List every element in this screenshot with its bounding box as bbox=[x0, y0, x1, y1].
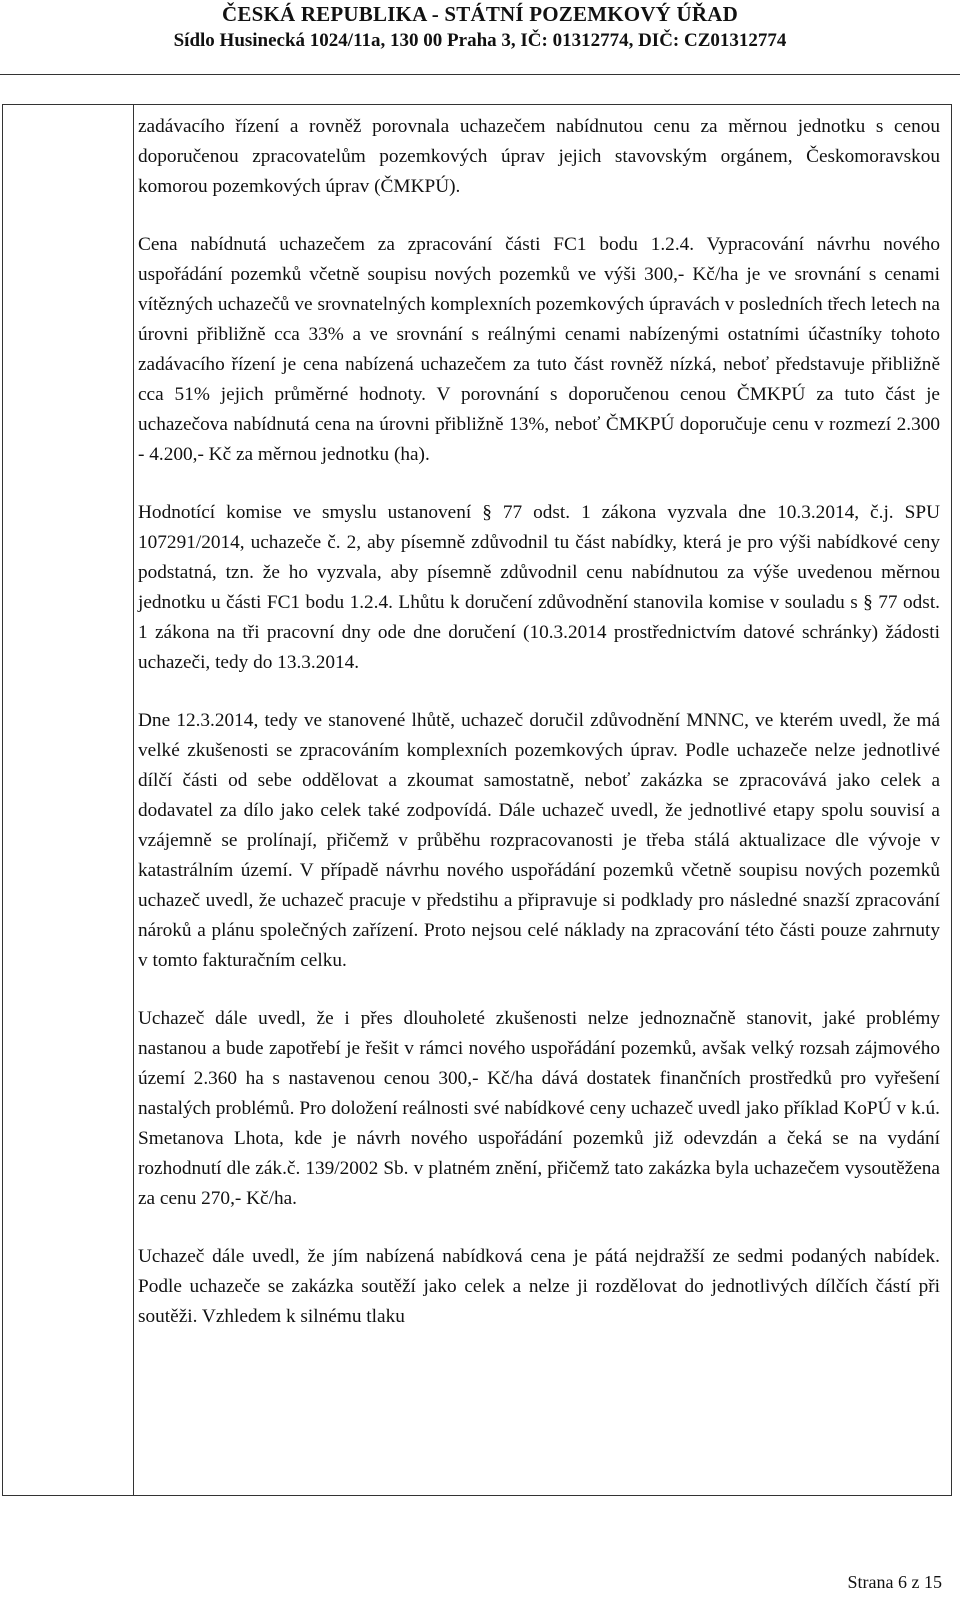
header-title: ČESKÁ REPUBLIKA - STÁTNÍ POZEMKOVÝ ÚŘAD bbox=[222, 2, 738, 26]
paragraph-2: Cena nabídnutá uchazečem za zpracování části FC1 bodu 1.2.4. Vypracování návrhu nového uspořádání pozemků včetně soupisu nových pozemků ve výši 300,- Kč/ha je ve srovnání s cenami vítězných uchazečů ve srovnatelných komplexních pozemkových úpravách v posledních třech letech na úrovni přibližně cca 33% a ve srovnání s reálnými cenami nabízenými ostatními účastníky tohoto zadávacího řízení je cena nabízená uchazečem za tuto část rovněž nízká, neboť představuje přibližně cca 51% jejich průměrné hodnoty. V porovnání s doporučenou cenou ČMKPÚ za tuto část je uchazečova nabídnutá cena na úrovni přibližně 13%, neboť ČMKPÚ doporučuje cenu v rozmezí 2.300 - 4.200,- Kč za měrnou jednotku (ha). bbox=[138, 234, 940, 465]
paragraph-6: Uchazeč dále uvedl, že jím nabízená nabídková cena je pátá nejdražší ze sedmi podaných nabídek. Podle uchazeče se zakázka soutěží jako celek a nelze ji rozdělovat do jednotlivých dílčích částí při soutěži. Vzhledem k silnému tlaku bbox=[138, 1246, 940, 1327]
header-divider bbox=[0, 74, 960, 75]
document-body bbox=[138, 112, 940, 1332]
paragraph-5: Uchazeč dále uvedl, že i přes dlouholeté zkušenosti nelze jednoznačně stanovit, jaké problémy nastanou a bude zapotřebí je řešit v rámci nového uspořádání pozemků, avšak velký rozsah zájmového území 2.360 ha s nastavenou cenou 300,- Kč/ha dává dostatek finančních prostředků pro vyřešení nastalých problémů. Pro doložení reálnosti své nabídkové ceny uchazeč uvedl jako příklad KoPÚ v k.ú. Smetanova Lhota, kde je návrh nového uspořádání pozemků již odevzdán a čeká se na vydání rozhodnutí dle zák.č. 139/2002 Sb. v platném znění, přičemž tato zakázka byla uchazečem vysoutěžena za cenu 270,- Kč/ha. bbox=[138, 1008, 940, 1209]
header-address: Sídlo Husinecká 1024/11a, 130 00 Praha 3, IČ: 01312774, DIČ: CZ01312774 bbox=[173, 30, 787, 51]
paragraph-1: zadávacího řízení a rovněž porovnala uchazečem nabídnutou cenu za měrnou jednotku s cenou doporučenou zpracovatelům pozemkových úprav jejich stavovským orgánem, Českomoravskou komorou pozemkových úprav (ČMKPÚ). bbox=[138, 116, 940, 197]
page-number: Strana 6 z 15 bbox=[847, 1572, 942, 1592]
paragraph-3: Hodnotící komise ve smyslu ustanovení § 77 odst. 1 zákona vyzvala dne 10.3.2014, č.j. SPU 107291/2014, uchazeče č. 2, aby písemně zdůvodnil tu část nabídky, která je pro výši nabídkové ceny podstatná, tzn. že ho vyzvala, aby písemně zdůvodnil cenu nabídnutou za výše uvedenou měrnou jednotku u části FC1 bodu 1.2.4. Lhůtu k doručení zdůvodnění stanovila komise v souladu s § 77 odst. 1 zákona na tři pracovní dny ode dne doručení (10.3.2014 prostřednictvím datové schránky) žádosti uchazeči, tedy do 13.3.2014. bbox=[138, 502, 940, 673]
table-column-divider bbox=[133, 105, 134, 1495]
paragraph-4: Dne 12.3.2014, tedy ve stanovené lhůtě, uchazeč doručil zdůvodnění MNNC, ve kterém uvedl, že má velké zkušenosti se zpracováním komplexních pozemkových úprav. Podle uchazeče nelze jednotlivé dílčí části od sebe oddělovat a zkoumat samostatně, neboť zakázka se zpracovává jako celek a dodavatel za dílo jako celek také zodpovídá. Dále uchazeč uvedl, že jednotlivé etapy spolu souvisí a vzájemně se prolínají, přičemž v průběhu rozpracovanosti je třeba stálá aktualizace dle vývoje v katastrálním území. V případě návrhu nového uspořádání pozemků včetně soupisu nových pozemků uchazeč uvedl, že uchazeč pracuje v předstihu a připravuje si podklady pro následné snazší zpracování nároků a plánu společných zařízení. Proto nejsou celé náklady na zpracování této části pouze zahrnuty v tomto fakturačním celku. bbox=[138, 710, 940, 971]
